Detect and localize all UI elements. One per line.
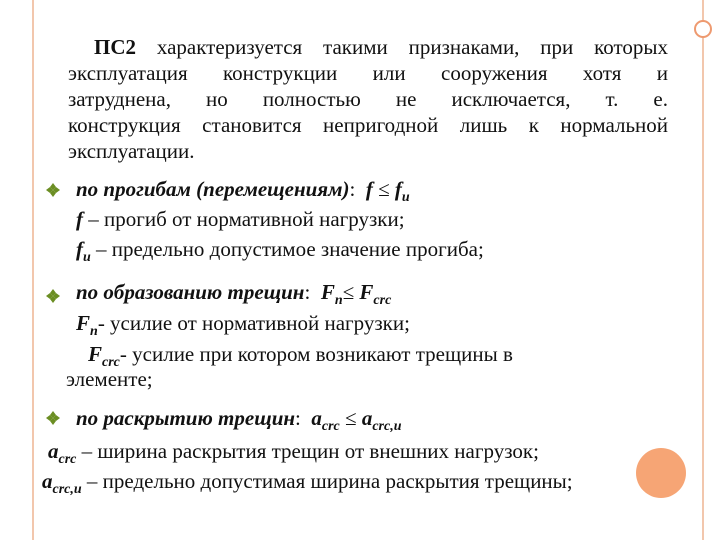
decorative-circle <box>636 448 686 498</box>
item2-header <box>76 279 392 309</box>
item3-line3-text: – предельно допустимая ширина раскрытия трещины; <box>81 469 573 493</box>
item3-line2-var: a <box>48 439 59 463</box>
diamond-bullet-icon <box>46 289 60 303</box>
item3-line3-var: a <box>42 469 53 493</box>
diamond-bullet-icon <box>46 411 60 425</box>
item2-line-2 <box>76 310 410 340</box>
item3-line-3 <box>42 468 573 498</box>
decorative-ring <box>694 20 712 38</box>
item3-header <box>76 405 402 435</box>
item1-fu: f <box>394 177 402 201</box>
item1-line3-text: – предельно допустимое значение прогиба; <box>90 237 484 261</box>
item1-colon: : <box>349 177 356 201</box>
item1-line-2 <box>76 206 405 232</box>
item2-F: F <box>320 280 335 304</box>
item1-f: f <box>365 177 373 201</box>
intro-text-1: характеризуется такими признаками, при которых <box>136 35 668 59</box>
intro-line-3: затруднена, но полностью не исключается, т. е. <box>68 87 668 111</box>
item1-title: по прогибам (перемещениям) <box>76 177 350 201</box>
left-frame-line <box>32 0 34 540</box>
item3-line2-sub: crc <box>58 452 77 468</box>
item3-a: a <box>311 406 322 430</box>
item2-le: ≤ <box>342 280 360 304</box>
item3-line-2 <box>48 438 539 468</box>
item2-line-4: элементе; <box>66 367 153 391</box>
item3-title: по раскрытию трещин <box>76 406 296 430</box>
item2-colon: : <box>304 280 311 304</box>
item2-line3-text: - усилие при котором возникают трещины в <box>119 342 513 366</box>
right-frame-line <box>702 0 704 540</box>
item1-header <box>76 176 410 206</box>
item2-Fcrc-sub: crc <box>373 293 392 309</box>
item1-line2-var: f <box>76 207 83 231</box>
item3-colon: : <box>295 406 301 430</box>
item3-le: ≤ <box>339 406 362 430</box>
diamond-bullet-icon <box>46 183 60 197</box>
item1-fu-sub: u <box>401 190 410 206</box>
intro-line-4: конструкция становится непригодной лишь к нормальной <box>68 113 668 137</box>
item2-line3-var: F <box>88 342 103 366</box>
item2-line2-text: - усилие от нормативной нагрузки; <box>97 311 410 335</box>
item1-line3-var: f <box>76 237 83 261</box>
item1-line-3 <box>76 236 484 266</box>
item2-title: по образованию трещин <box>76 280 305 304</box>
item1-line2-text: – прогиб от нормативной нагрузки; <box>83 207 405 231</box>
intro-line-2: эксплуатация конструкции или сооружения хотя и <box>68 61 668 85</box>
item2-line3-sub: crc <box>102 355 120 371</box>
intro-lead: ПС2 <box>94 35 136 59</box>
intro-line-5: эксплуатации. <box>68 139 195 163</box>
intro-line-1 <box>94 34 668 60</box>
item3-a-sub: crc <box>321 419 340 435</box>
item2-line2-var: F <box>76 311 91 335</box>
item3-line3-sub: crc,u <box>52 482 82 498</box>
item2-Fcrc: F <box>359 280 374 304</box>
item1-line3-sub: u <box>83 250 91 266</box>
item2-line-3 <box>88 341 513 371</box>
item2-line2-sub: n <box>90 324 98 340</box>
item1-le: ≤ <box>372 177 395 201</box>
item3-au: a <box>361 406 373 430</box>
item3-au-sub: crc,u <box>372 419 402 435</box>
item2-F-sub: n <box>334 293 343 309</box>
item3-line2-text: – ширина раскрытия трещин от внешних нагрузок; <box>76 439 539 463</box>
